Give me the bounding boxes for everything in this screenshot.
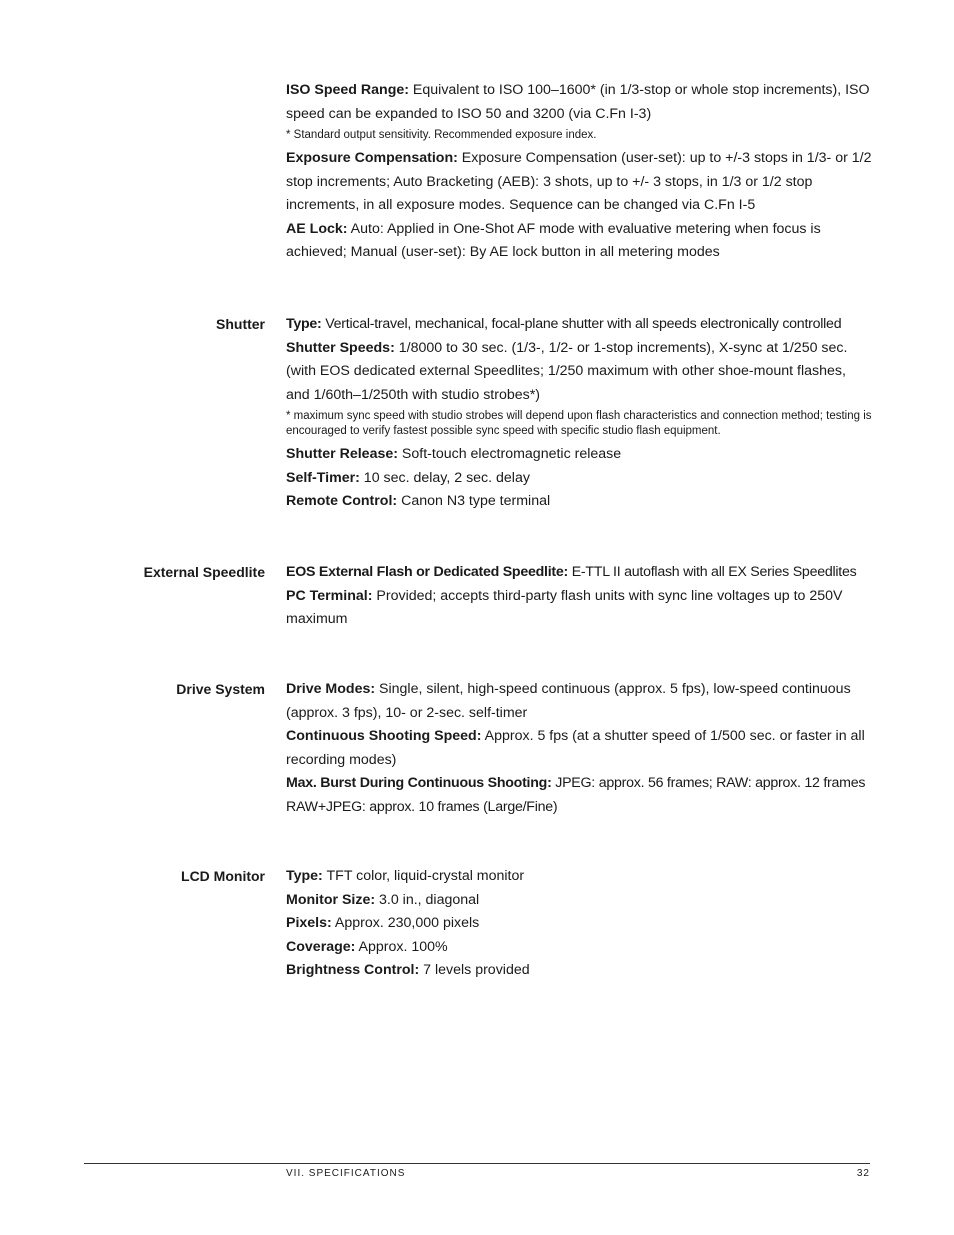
max-burst-spec xyxy=(286,772,872,819)
shutter-speeds-label: Shutter Speeds: xyxy=(286,339,395,356)
iso-spec xyxy=(286,79,872,126)
self-timer-spec xyxy=(286,467,872,491)
exposure-comp-spec xyxy=(286,147,872,218)
remote-control-text: Canon N3 type terminal xyxy=(397,493,551,509)
pixels-text: Approx. 230,000 pixels xyxy=(331,915,480,931)
brightness-text: 7 levels provided xyxy=(419,962,530,978)
brightness-label: Brightness Control: xyxy=(286,962,420,978)
speedlite-heading: External Speedlite xyxy=(143,564,265,580)
page-number: 32 xyxy=(856,1168,870,1179)
drive-content xyxy=(286,678,872,819)
shutter-heading: Shutter xyxy=(216,316,265,332)
self-timer-label: Self-Timer: xyxy=(286,469,360,486)
continuous-speed-label: Continuous Shooting Speed: xyxy=(286,728,482,744)
pc-terminal-label: PC Terminal: xyxy=(286,587,373,604)
footer-chapter: VII. SPECIFICATIONS xyxy=(286,1168,406,1179)
monitor-size-label: Monitor Size: xyxy=(286,891,376,908)
ae-lock-label: AE Lock: xyxy=(286,220,348,237)
pc-terminal-text: Provided; accepts third-party flash units with sync line voltages up to 250V maximum xyxy=(286,587,843,627)
max-burst-label: Max. Burst During Continuous Shooting: xyxy=(286,775,552,791)
shutter-speeds-text: 1/8000 to 30 sec. (1/3-, 1/2- or 1-stop increments), X-sync at 1/250 sec. (with EOS dedicated external Speedlites; 1/250 maximum with other shoe-mount flashes, and 1/60th–1/250th with studio strobes*) xyxy=(286,339,848,403)
lcd-heading: LCD Monitor xyxy=(181,868,265,884)
coverage-label: Coverage: xyxy=(286,938,356,955)
eos-flash-text: E-TTL II autoflash with all EX Series Speedlites xyxy=(568,564,857,580)
shutter-release-spec xyxy=(286,443,872,467)
coverage-text: Approx. 100% xyxy=(355,938,448,955)
self-timer-text: 10 sec. delay, 2 sec. delay xyxy=(359,469,530,486)
remote-control-spec xyxy=(286,490,872,514)
iso-note: * Standard output sensitivity. Recommended exposure index. xyxy=(286,129,597,141)
lcd-type-spec xyxy=(286,865,872,889)
lcd-type-label: Type: xyxy=(286,868,323,884)
drive-modes-text: Single, silent, high-speed continuous (approx. 5 fps), low-speed continuous (approx. 3 fps), 10- or 2-sec. self-timer xyxy=(286,681,851,721)
shutter-speeds-spec xyxy=(286,337,872,408)
shutter-release-text: Soft-touch electromagnetic release xyxy=(397,446,622,462)
eos-flash-label: EOS External Flash or Dedicated Speedlite: xyxy=(286,564,569,580)
shutter-type-spec xyxy=(286,313,872,337)
shutter-content xyxy=(286,313,872,514)
exposure-comp-label: Exposure Compensation: xyxy=(286,150,458,166)
max-burst-text: JPEG: approx. 56 frames; RAW: approx. 12 frames RAW+JPEG: approx. 10 frames (Large/Fine) xyxy=(286,775,866,815)
remote-control-label: Remote Control: xyxy=(286,493,398,509)
drive-modes-label: Drive Modes: xyxy=(286,681,376,697)
footer-divider xyxy=(84,1163,870,1164)
shutter-release-label: Shutter Release: xyxy=(286,446,398,462)
continuous-speed-spec xyxy=(286,725,872,772)
drive-heading: Drive System xyxy=(176,681,265,697)
brightness-spec xyxy=(286,959,872,983)
iso-text: Equivalent to ISO 100–1600* (in 1/3-stop or whole stop increments), ISO speed can be expanded to ISO 50 and 3200 (via C.Fn I-3) xyxy=(286,82,870,122)
continuous-speed-text: Approx. 5 fps (at a shutter speed of 1/500 sec. or faster in all recording modes) xyxy=(286,728,865,768)
ae-lock-spec xyxy=(286,218,872,265)
monitor-size-spec xyxy=(286,889,872,913)
shutter-type-label: Type: xyxy=(286,316,322,332)
exposure-comp-text: Exposure Compensation (user-set): up to +/-3 stops in 1/3- or 1/2 stop increments; Auto Bracketing (AEB): 3 shots, up to +/- 3 stops, in 1/3 or 1/2 stop increments, in all exposure modes. Sequence can be changed via C.Fn I-5 xyxy=(286,150,872,213)
monitor-size-text: 3.0 in., diagonal xyxy=(375,891,480,908)
shutter-type-text: Vertical-travel, mechanical, focal-plane shutter with all speeds electronically controlled xyxy=(321,316,842,332)
eos-flash-spec xyxy=(286,561,872,585)
ae-lock-text: Auto: Applied in One-Shot AF mode with evaluative metering when focus is achieved; Manual (user-set): By AE lock button in all metering modes xyxy=(286,220,821,260)
coverage-spec xyxy=(286,936,872,960)
pixels-spec xyxy=(286,912,872,936)
exposure-content xyxy=(286,79,872,265)
speedlite-content xyxy=(286,561,872,632)
lcd-type-text: TFT color, liquid-crystal monitor xyxy=(322,868,525,884)
shutter-speeds-note: * maximum sync speed with studio strobes will depend upon flash characteristics and connection method; testing is encouraged to verify fastest possible sync speed with specific studio flash equipment. xyxy=(286,410,872,437)
pixels-label: Pixels: xyxy=(286,915,332,931)
pc-terminal-spec xyxy=(286,585,872,632)
lcd-content xyxy=(286,865,872,983)
iso-label: ISO Speed Range: xyxy=(286,82,409,98)
drive-modes-spec xyxy=(286,678,872,725)
